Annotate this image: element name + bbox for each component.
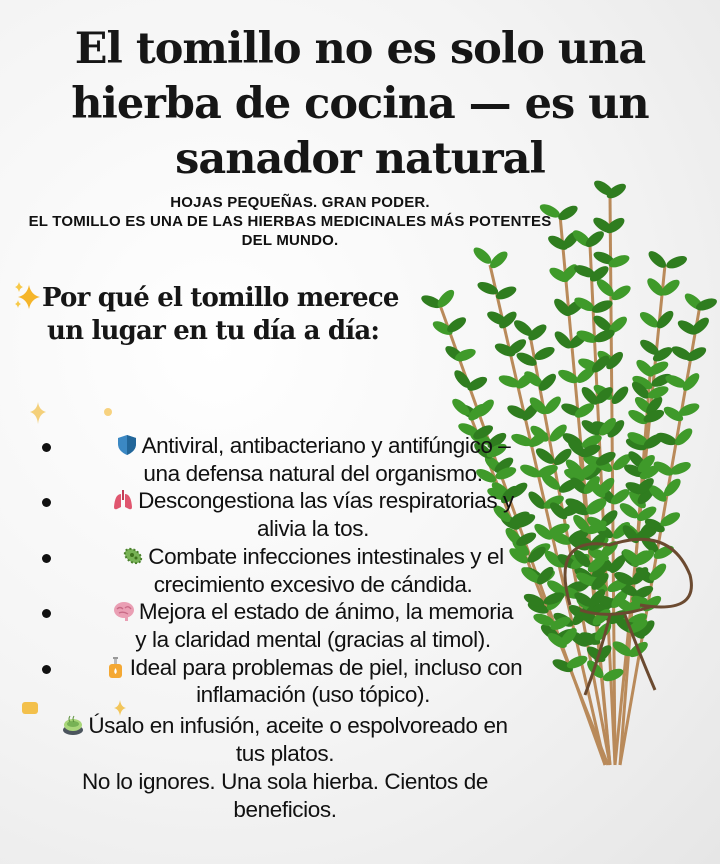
bullet bbox=[42, 498, 51, 507]
benefit-text: alivia la tos. bbox=[257, 516, 369, 542]
title-line: hierba de cocina — es un bbox=[71, 79, 649, 129]
benefit-text: crecimiento excesivo de cándida. bbox=[153, 571, 473, 597]
title-line: sanador natural bbox=[175, 134, 545, 184]
title-line: El tomillo no es solo una bbox=[74, 24, 646, 74]
sparkle-decoration-icon bbox=[28, 400, 128, 430]
benefit-text: y la claridad mental (gracias al timol). bbox=[135, 626, 491, 652]
usage-text: Úsalo en infusión, aceite o espolvoreado en bbox=[88, 713, 508, 738]
subtitle-line: EL TOMILLO ES UNA DE LAS HIERBAS MEDICINALES MÁS POTENTES bbox=[28, 213, 552, 230]
list-item bbox=[30, 598, 540, 653]
subtitle-line: DEL MUNDO. bbox=[241, 232, 339, 249]
main-title bbox=[0, 22, 720, 187]
section-heading bbox=[12, 280, 399, 348]
lungs-icon bbox=[112, 489, 134, 511]
microbe-icon bbox=[122, 545, 144, 567]
benefit-text: Descongestiona las vías respiratorias y bbox=[138, 488, 514, 514]
heading-line: Por qué el tomillo merece bbox=[42, 283, 399, 313]
shield-icon bbox=[116, 434, 138, 456]
benefit-text: Antiviral, antibacteriano y antifúngico – bbox=[141, 433, 511, 458]
subtitle-line: HOJAS PEQUEÑAS. GRAN PODER. bbox=[170, 194, 430, 211]
bullet bbox=[42, 609, 51, 618]
closing-text: beneficios. bbox=[233, 797, 337, 822]
brain-icon bbox=[113, 600, 135, 622]
usage-and-closing bbox=[20, 712, 550, 824]
benefits-list bbox=[30, 432, 540, 709]
benefit-text: Mejora el estado de ánimo, la memoria bbox=[138, 599, 514, 625]
closing-text: No lo ignores. Una sola hierba. Cientos de bbox=[82, 769, 488, 794]
benefit-text: inflamación (uso tópico). bbox=[196, 682, 430, 708]
sparkles-icon bbox=[12, 280, 42, 310]
tea-cup-icon bbox=[62, 714, 84, 736]
bullet bbox=[42, 554, 51, 563]
usage-text: tus platos. bbox=[235, 741, 335, 766]
lotion-bottle-icon bbox=[104, 656, 126, 678]
leaf bbox=[665, 253, 689, 271]
bullet bbox=[42, 443, 51, 452]
list-item bbox=[30, 487, 540, 542]
benefit-text: una defensa natural del organismo. bbox=[143, 460, 483, 486]
benefit-text: Combate infecciones intestinales y el bbox=[148, 543, 504, 569]
list-item bbox=[30, 432, 540, 487]
benefit-text: Ideal para problemas de piel, incluso con bbox=[129, 654, 523, 680]
bullet bbox=[42, 665, 51, 674]
heading-line: un lugar en tu día a día: bbox=[47, 316, 380, 346]
list-item bbox=[30, 543, 540, 598]
